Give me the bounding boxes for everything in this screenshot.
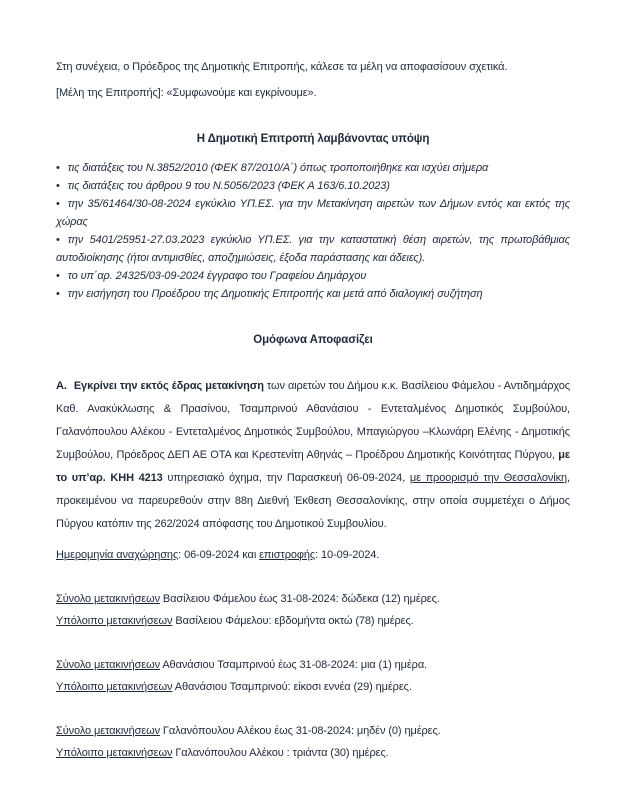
travel-total-text: Γαλανόπουλου Αλέκου έως 31-08-2024: μηδέν (0) ημέρες. [159,725,441,737]
travel-total-text: Αθανάσιου Τσαμπρινού έως 31-08-2024: μια (1) ημέρα. [159,659,428,671]
departure-date-label: Ημερομηνία αναχώρησης [56,549,179,561]
decision-body-1: των αιρετών του Δήμου κ.κ. Βασίλειου Φάμελου - Αντιδημάρχος Καθ. Ανακύκλωσης & Πρασίνου, Τσαμπρινού Αθανάσιου - Εντεταλμένος Δημοτικός Συμβούλου, Γαλανόπουλου Αλέκου - Εντεταλμένος Δημοτικός Συμβούλου, Μπαγιώργου –Κλωνάρη Ελένης - Δημοτικής Συμβούλου, Πρόεδρος ΔΕΠ ΑΕ ΟΤΑ και Κρεστενίτη Αθηνάς – Προέδρου Δημοτικής Κοινότητας Πύργου, [56,380,570,461]
legal-basis-item: • το υπ΄αρ. 24325/03-09-2024 έγγραφο του Γραφείου Δημάρχου [56,267,570,285]
dates-line [56,544,570,566]
intro-line-1: Στη συνέχεια, ο Πρόεδρος της Δημοτικής Επιτροπής, κάλεσε τα μέλη να αποφασίσουν σχετικά. [56,61,508,73]
return-date-value: : 10-09-2024. [315,549,380,561]
decision-body-2: υπηρεσιακό όχημα, την Παρασκευή 06-09-2024, [162,472,410,484]
decision-approve-text: Εγκρίνει την εκτός έδρας μετακίνηση [73,380,264,392]
considering-heading: Η Δημοτική Επιτροπή λαμβάνοντας υπόψη [196,133,430,145]
legal-basis-item: • την 5401/25951-27.03.2023 εγκύκλιο ΥΠ.ΕΣ. για την καταστατική θέση αιρετών, της πρωτοβάθμιας αυτοδιοίκησης (ήτοι αντιμισθίες, αποζημιώσεις, έξοδα παράστασης και άδειες). [56,231,570,267]
decision-paragraph [56,375,570,536]
decision-heading: Ομόφωνα Αποφασίζει [253,334,373,346]
travel-total-line [56,720,570,742]
decision-item-label: Α. [56,380,67,392]
travel-remaining-label: Υπόλοιπο μετακινήσεων [56,615,173,627]
travel-record-galanopoulos [56,720,570,764]
travel-remaining-label: Υπόλοιπο μετακινήσεων [56,681,173,693]
legal-basis-list [56,159,570,303]
return-date-label: επιστροφής [259,549,316,561]
legal-basis-item: • την 35/61464/30-08-2024 εγκύκλιο ΥΠ.ΕΣ. για την Μετακίνηση αιρετών των Δήμων εντός και εκτός της χώρας [56,195,570,231]
travel-remaining-label: Υπόλοιπο μετακινήσεων [56,747,173,759]
travel-remaining-text: Γαλανόπουλου Αλέκου : τριάντα (30) ημέρες. [172,747,389,759]
travel-total-label: Σύνολο μετακινήσεων [56,725,160,737]
decision-vehicle-text: με το υπ’αρ. ΚΗΗ 4213 [56,449,570,484]
travel-total-label: Σύνολο μετακινήσεων [56,593,160,605]
intro-line-2: [Μέλη της Επιτροπής]: «Συμφωνούμε και εγκρίνουμε». [56,87,317,99]
travel-remaining-line [56,742,570,764]
travel-remaining-text: Αθανάσιου Τσαμπρινού: είκοσι εννέα (29) ημέρες. [172,681,412,693]
travel-total-line [56,588,570,610]
travel-total-text: Βασίλειου Φάμελου έως 31-08-2024: δώδεκα (12) ημέρες. [159,593,440,605]
decision-destination-text: με προορισμό την Θεσσαλονίκη [409,472,568,484]
travel-remaining-text: Βασίλειου Φάμελου: εβδομήντα οκτώ (78) ημέρες. [172,615,414,627]
legal-basis-item: • την εισήγηση του Προέδρου της Δημοτικής Επιτροπής και μετά από διαλογική συζήτηση [56,285,570,303]
travel-record-famelos [56,588,570,632]
travel-remaining-line [56,610,570,632]
travel-total-line [56,654,570,676]
travel-record-tsamprinos [56,654,570,698]
decision-body-3: , προκειμένου να παρευρεθούν στην 88η Διεθνή Έκθεση Θεσσαλονίκης, στην οποία συμμετέχει ο Δήμος Πύργου κατόπιν της 262/2024 απόφασης του Δημοτικού Συμβουλίου. [56,472,571,530]
legal-basis-item: • τις διατάξεις του Ν.3852/2010 (ΦΕΚ 87/2010/Α΄) όπως τροποποιήθηκε και ισχύει σήμερα [56,159,570,177]
travel-total-label: Σύνολο μετακινήσεων [56,659,160,671]
legal-basis-item: • τις διατάξεις του άρθρου 9 του Ν.5056/2023 (ΦΕΚ Α 163/6.10.2023) [56,177,570,195]
travel-remaining-line [56,676,570,698]
departure-date-value: : 06-09-2024 και [178,549,260,561]
